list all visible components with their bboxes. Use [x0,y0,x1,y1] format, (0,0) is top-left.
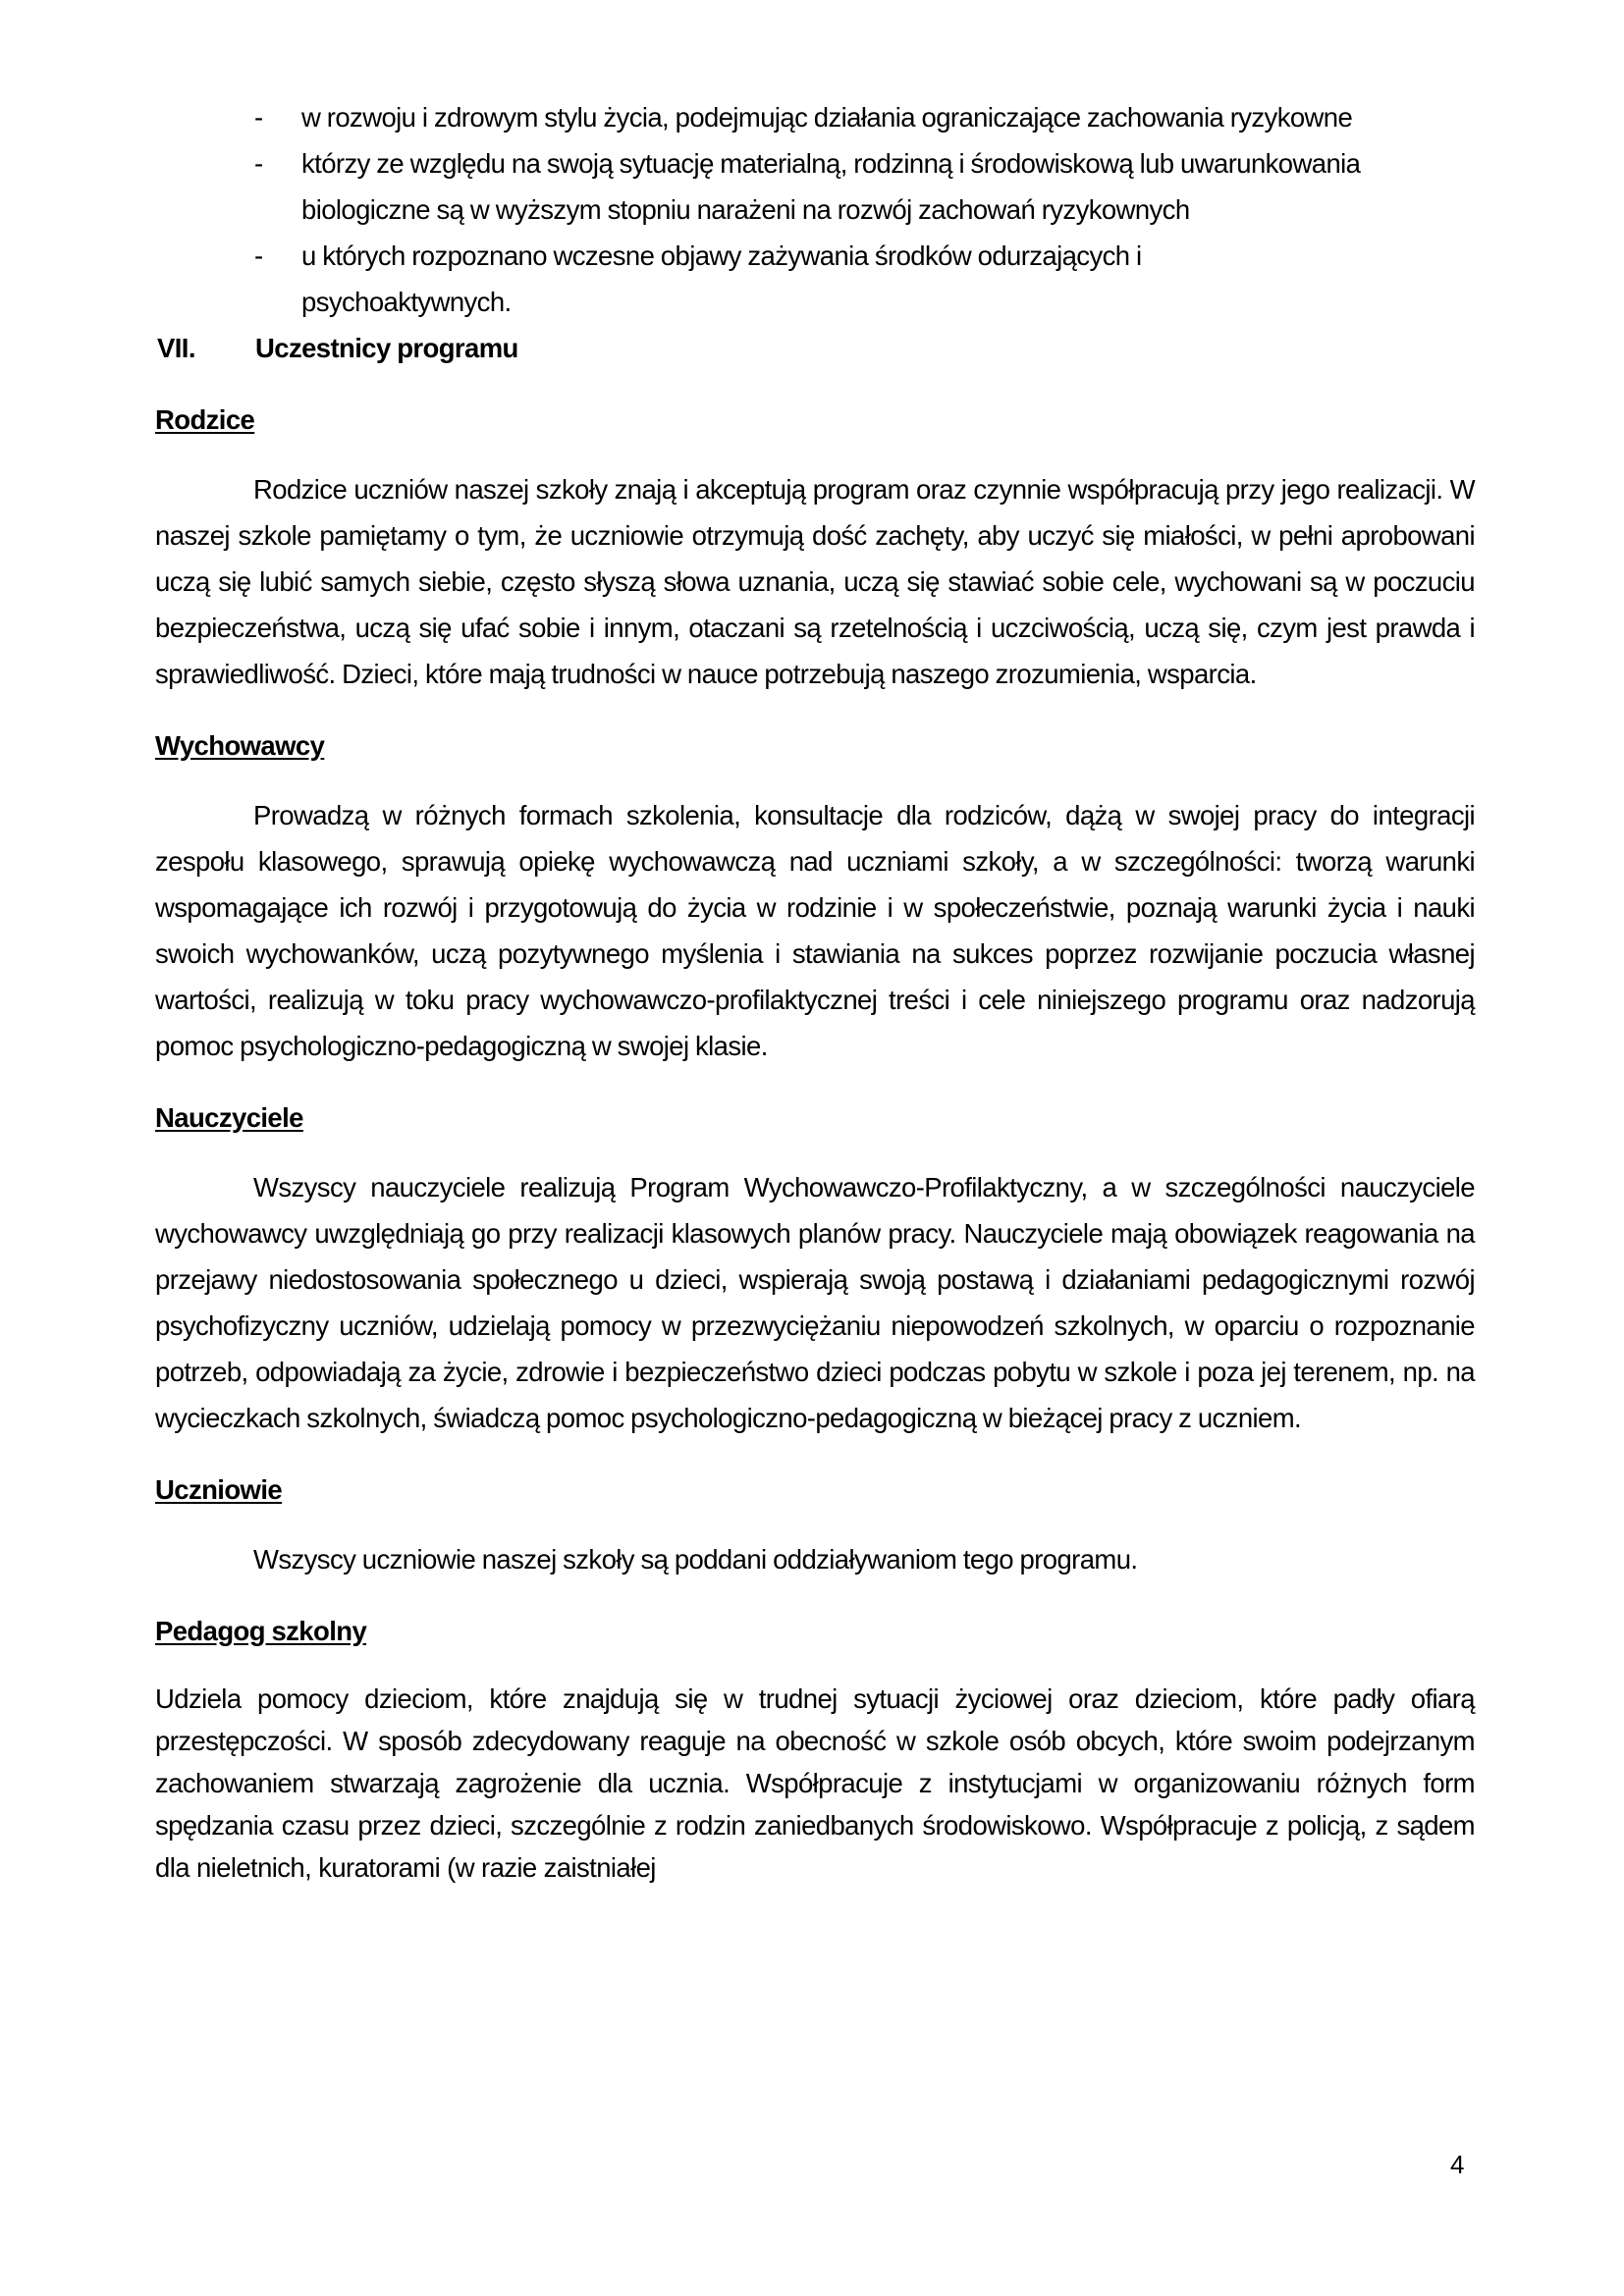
list-item-text: w rozwoju i zdrowym stylu życia, podejmując działania ograniczające zachowania ryzykowne [301,102,1353,133]
section-heading [155,325,1475,371]
bullet-dash: - [254,102,263,133]
bullet-dash: - [254,240,263,271]
list-item-text: którzy ze względu na swoją sytuację materialną, rodzinną i środowiskową lub uwarunkowania biologiczne są w wyższym stopniu narażeni na rozwój zachowań ryzykownych [301,148,1361,225]
section-number: VII. [157,333,195,363]
list-item-text: u których rozpoznano wczesne objawy zażywania środków odurzających i psychoaktywnych. [301,240,1142,317]
list-item [155,94,1475,140]
page-number: 4 [1450,2150,1465,2179]
section-title: Uczestnicy programu [255,333,518,363]
subsection-heading: Rodzice [155,404,255,435]
subsection-heading: Pedagog szkolny [155,1616,367,1646]
bullet-dash: - [254,148,263,179]
subsection-uczniowie [155,1441,1475,1582]
subsection-heading: Nauczyciele [155,1102,303,1133]
subsection-heading: Wychowawcy [155,730,325,761]
subsection-paragraph: Prowadzą w różnych formach szkolenia, konsultacje dla rodziców, dążą w swojej pracy do integracji zespołu klasowego, sprawują opiekę wychowawczą nad uczniami szkoły, a w szczególności: tworzą warunki wspomagające ich rozwój i przygotowują do życia w rodzinie i w społeczeństwie, poznają warunki życia i nauki swoich wychowanków, uczą pozytywnego myślenia i stawiania na sukces poprzez rozwijanie poczucia własnej wartości, realizują w toku pracy wychowawczo-profilaktycznej treści i cele niniejszego programu oraz nadzorują pomoc psychologiczno-pedagogiczną w swojej klasie. [155,800,1475,1061]
risk-groups-list [155,94,1475,325]
list-item [155,140,1475,233]
subsection-paragraph: Wszyscy uczniowie naszej szkoły są poddani oddziaływaniom tego programu. [253,1544,1138,1575]
subsection-paragraph: Wszyscy nauczyciele realizują Program Wychowawczo-Profilaktyczny, a w szczególności nauczyciele wychowawcy uwzględniają go przy realizacji klasowych planów pracy. Nauczyciele mają obowiązek reagowania na przejawy niedostosowania społecznego u dzieci, wspierają swoją postawą i działaniami pedagogicznymi rozwój psychofizyczny uczniów, udzielają pomocy w przezwyciężaniu niepowodzeń szkolnych, w oparciu o rozpoznanie potrzeb, odpowiadają za życie, zdrowie i bezpieczeństwo dzieci podczas pobytu w szkole i poza jej terenem, np. na wycieczkach szkolnych, świadczą pomoc psychologiczno-pedagogiczną w bieżącej pracy z uczniem. [155,1172,1475,1433]
subsection-wychowawcy [155,697,1475,1069]
subsection-paragraph: Rodzice uczniów naszej szkoły znają i akceptują program oraz czynnie współpracują przy jego realizacji. W naszej szkole pamiętamy o tym, że uczniowie otrzymują dość zachęty, aby uczyć się miałości, w pełni aprobowani uczą się lubić samych siebie, często słyszą słowa uznania, uczą się stawiać sobie cele, wychowani są w poczuciu bezpieczeństwa, uczą się ufać sobie i innym, otaczani są rzetelnością i uczciwością, uczą się, czym jest prawda i sprawiedliwość. Dzieci, które mają trudności w nauce potrzebują naszego zrozumienia, wsparcia. [155,474,1475,689]
document-page [155,94,1475,1889]
subsection-rodzice [155,371,1475,697]
subsection-nauczyciele [155,1069,1475,1441]
subsection-heading: Uczniowie [155,1474,283,1505]
subsection-paragraph: Udziela pomocy dzieciom, które znajdują się w trudnej sytuacji życiowej oraz dzieciom, które padły ofiarą przestępczości. W sposób zdecydowany reaguje na obecność w szkole osób obcych, które swoim podejrzanym zachowaniem stwarzają zagrożenie dla ucznia. Współpracuje z instytucjami w organizowaniu różnych form spędzania czasu przez dzieci, szczególnie z rodzin zaniedbanych środowiskowo. Współpracuje z policją, z sądem dla nieletnich, kuratorami (w razie zaistniałej [155,1683,1475,1883]
subsection-pedagog-szkolny [155,1582,1475,1889]
list-item [155,233,1475,325]
